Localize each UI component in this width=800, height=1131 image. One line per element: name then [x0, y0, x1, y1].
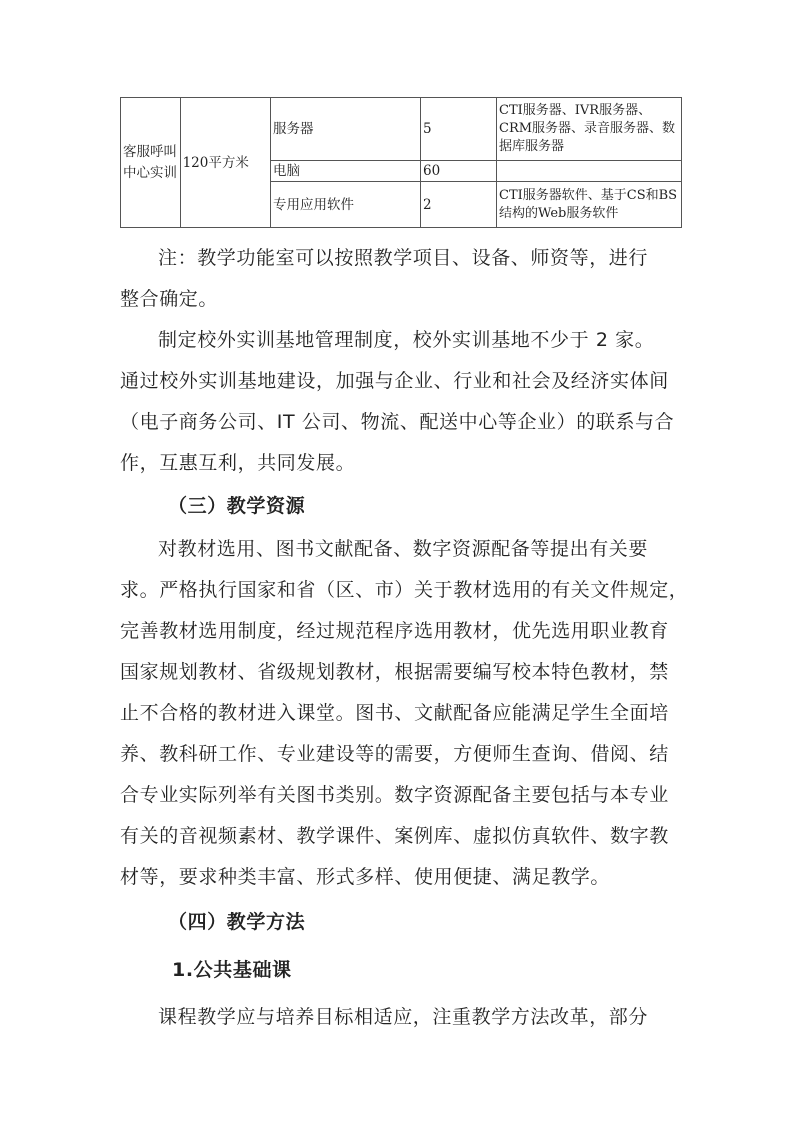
paragraph-line: 制定校外实训基地管理制度，校外实训基地不少于 2 家。 — [158, 329, 655, 351]
qty-cell: 5 — [420, 98, 496, 161]
paragraph-line: （电子商务公司、IT 公司、物流、配送中心等企业）的联系与合 — [120, 411, 675, 433]
paragraph-line: 通过校外实训基地建设，加强与企业、行业和社会及经济实体间 — [120, 370, 669, 392]
paragraph-line: 材等，要求种类丰富、形式多样、使用便捷、满足教学。 — [120, 866, 611, 888]
paragraph-line: 对教材选用、图书文献配备、数字资源配备等提出有关要 — [158, 538, 649, 560]
equipment-table — [120, 97, 682, 228]
item-cell: 服务器 — [270, 98, 420, 161]
paragraph-line: 作，互惠互利，共同发展。 — [120, 452, 356, 474]
paragraph-line: 完善教材选用制度，经过规范程序选用教材，优先选用职业教育 — [120, 620, 669, 642]
section-heading: （三）教学资源 — [168, 495, 306, 517]
note-line: 注：教学功能室可以按照教学项目、设备、师资等，进行 — [158, 247, 649, 269]
paragraph-line: 有关的音视频素材、教学课件、案例库、虚拟仿真软件、数字教 — [120, 825, 669, 847]
paragraph-line: 课程教学应与培养目标相适应，注重教学方法改革，部分 — [158, 1006, 649, 1028]
room-name-cell: 客服呼叫中心实训 — [121, 98, 181, 228]
paragraph-line: 国家规划教材、省级规划教材，根据需要编写校本特色教材，禁 — [120, 661, 669, 683]
qty-cell: 60 — [420, 161, 496, 182]
qty-cell: 2 — [420, 182, 496, 228]
subsection-heading: 1.公共基础课 — [172, 959, 292, 981]
area-cell: 120平方米 — [180, 98, 270, 228]
note-cell: CTI服务器、IVR服务器、CRM服务器、录音服务器、数据库服务器 — [497, 98, 682, 161]
paragraph-line: 求。严格执行国家和省（区、市）关于教材选用的有关文件规定， — [120, 579, 689, 601]
section-heading: （四）教学方法 — [168, 911, 306, 933]
table-row — [121, 98, 682, 161]
paragraph-line: 养、教科研工作、专业建设等的需要，方便师生查询、借阅、结 — [120, 743, 669, 765]
item-cell: 电脑 — [270, 161, 420, 182]
note-line: 整合确定。 — [120, 288, 219, 310]
note-cell: CTI服务器软件、基于CS和BS结构的Web服务软件 — [497, 182, 682, 228]
item-cell: 专用应用软件 — [270, 182, 420, 228]
paragraph-line: 合专业实际列举有关图书类别。数字资源配备主要包括与本专业 — [120, 784, 669, 806]
note-cell — [497, 161, 682, 182]
paragraph-line: 止不合格的教材进入课堂。图书、文献配备应能满足学生全面培 — [120, 702, 669, 724]
